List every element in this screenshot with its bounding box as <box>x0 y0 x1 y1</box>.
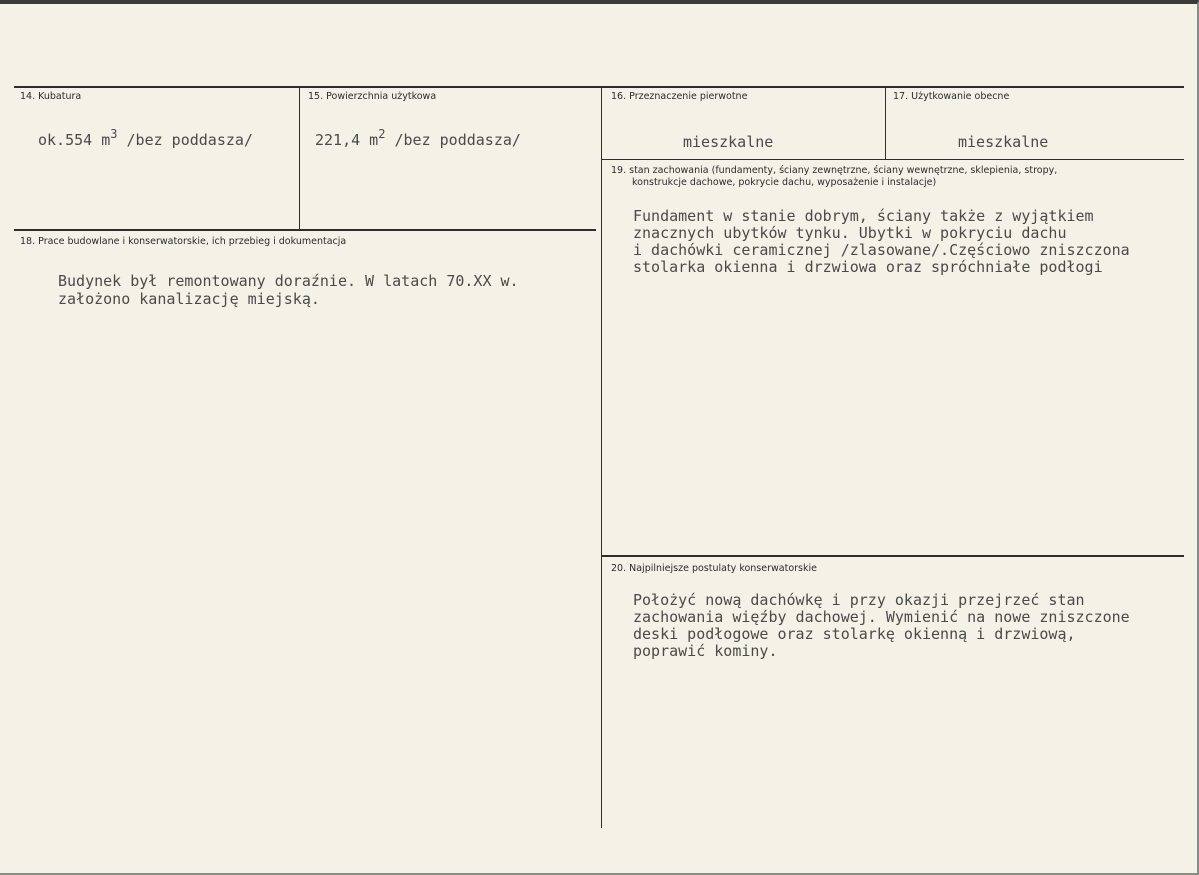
stan-line-4: stolarka okienna i drzwiowa oraz spróchniałe podłogi <box>633 258 1103 276</box>
postulaty-line-1: Położyć nową dachówkę i przy okazji przejrzeć stan <box>633 591 1085 609</box>
right-upper-rule <box>601 159 1184 160</box>
postulaty-line-2: zachowania więźby dachowej. Wymienić na nowe zniszczone <box>633 608 1130 626</box>
uzytkowanie-value: mieszkalne <box>958 133 1049 151</box>
kubatura-value: ok.554 $m^3$ /bez poddasza/ <box>38 127 253 149</box>
powierzchnia-label: 15. Powierzchnia użytkowa <box>308 91 437 102</box>
divider-14-15 <box>299 86 300 229</box>
postulaty-line-4: poprawić kominy. <box>633 642 778 660</box>
stan-line-1: Fundament w stanie dobrym, ściany także z wyjątkiem <box>633 207 1094 225</box>
przeznaczenie-value: mieszkalne <box>683 133 774 151</box>
prace-line-1: Budynek był remontowany doraźnie. W latach 70.XX w. <box>58 272 519 290</box>
top-rule <box>14 86 1184 88</box>
prace-line-2: założono kanalizację miejską. <box>58 290 320 308</box>
postulaty-line-3: deski podłogowe oraz stolarkę okienną i drzwiową, <box>633 625 1076 643</box>
przeznaczenie-label: 16. Przeznaczenie pierwotne <box>611 91 748 102</box>
stan-line-3: i dachówki ceramicznej /zlasowane/.Częściowo zniszczona <box>633 241 1130 259</box>
postulaty-label: 20. Najpilniejsze postulaty konserwatorskie <box>611 563 817 574</box>
prace-label: 18. Prace budowlane i konserwatorskie, ich przebieg i dokumentacja <box>20 236 347 247</box>
left-middle-rule <box>14 229 596 231</box>
stan-label-line-2: konstrukcje dachowe, pokrycie dachu, wyposażenie i instalacje) <box>632 177 937 188</box>
divider-16-17 <box>885 86 886 159</box>
powierzchnia-value: 221,4 $m^2$ /bez poddasza/ <box>315 127 521 149</box>
main-divider <box>601 86 602 828</box>
uzytkowanie-label: 17. Użytkowanie obecne <box>893 91 1010 102</box>
stan-line-2: znacznych ubytków tynku. Ubytki w pokryciu dachu <box>633 224 1067 242</box>
right-lower-rule <box>601 555 1184 557</box>
stan-label-line-1: 19. stan zachowania (fundamenty, ściany zewnętrzne, ściany wewnętrzne, sklepienia, stropy, <box>611 165 1058 176</box>
kubatura-label: 14. Kubatura <box>20 91 82 102</box>
